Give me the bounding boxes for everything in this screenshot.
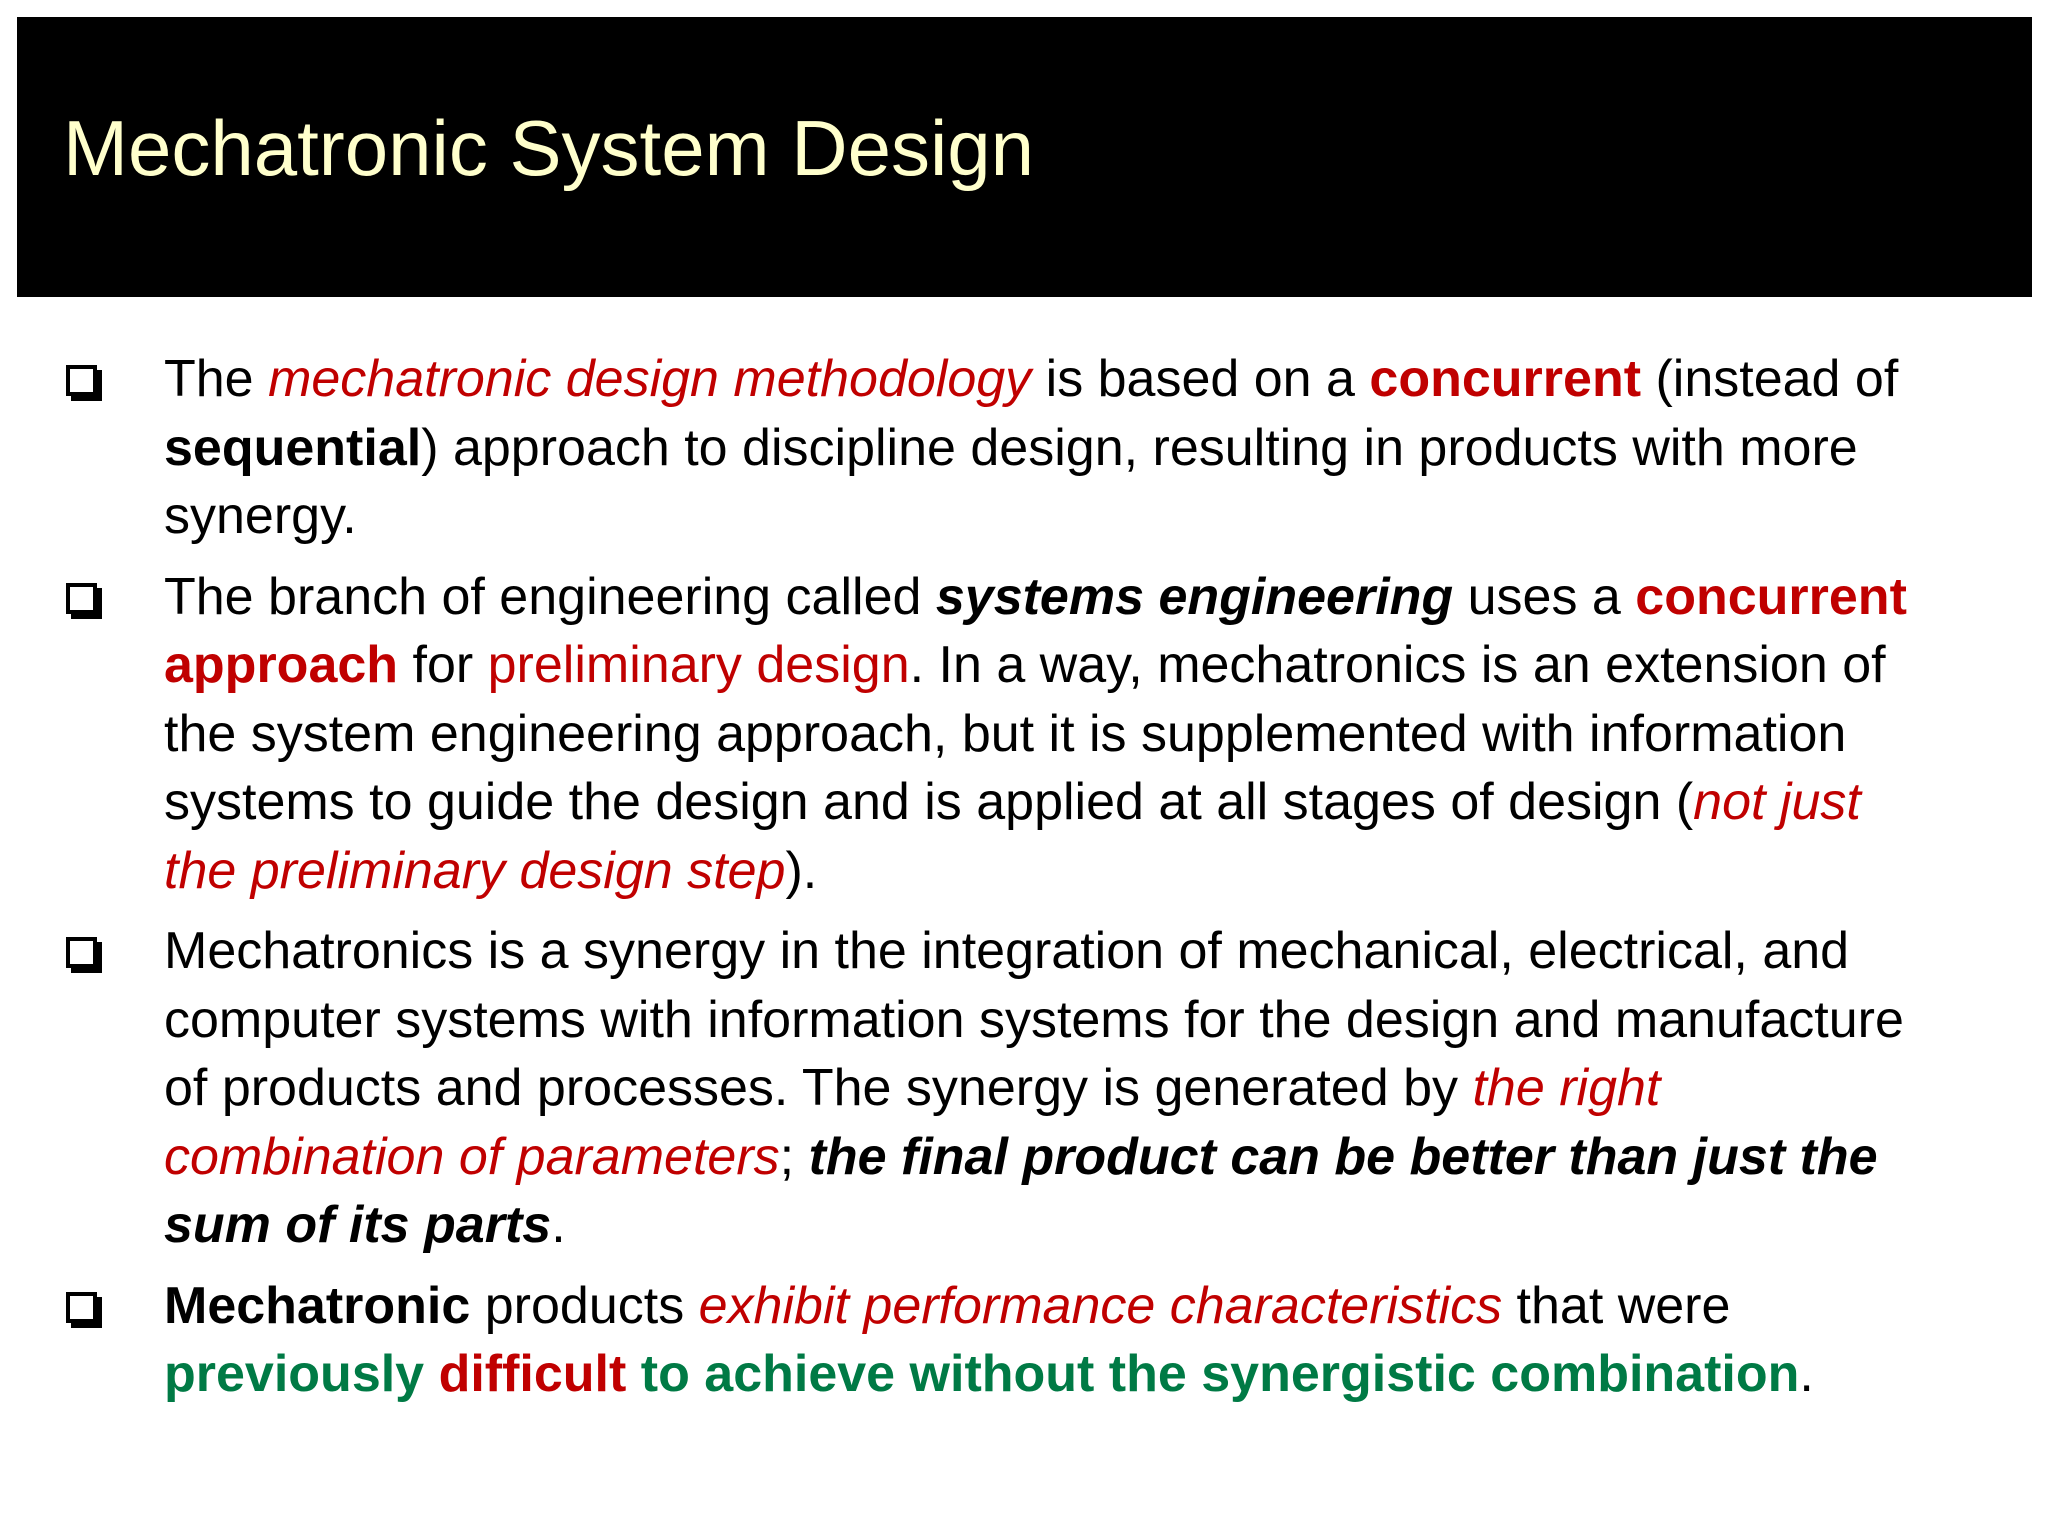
- bullet-1-emphasis-methodology: mechatronic design methodology: [268, 350, 1032, 408]
- bullet-4-emphasis-previously: previously: [164, 1345, 439, 1403]
- bullet-3-emphasis-final-product: the final product can be better than just the sum of its parts: [164, 1127, 1878, 1254]
- bullet-2-text-1: The branch of engineering called: [164, 567, 936, 626]
- bullet-2-emphasis-not-just: not just the preliminary design step: [164, 773, 1861, 900]
- checkbox-square-icon: [66, 583, 97, 614]
- bullet-3-text-1: Mechatronics is a synergy in the integration of mechanical, electrical, and computer systems with information systems for the design and manufacture of products and processes. The synergy is generated by: [164, 922, 1904, 1117]
- bullet-4-text-3: .: [1799, 1345, 1814, 1403]
- checkbox-square-icon: [66, 937, 97, 968]
- bullet-2-emphasis-concurrent-approach: concurrent approach: [164, 567, 1907, 694]
- bullet-2-emphasis-preliminary-design: preliminary design: [487, 636, 910, 694]
- title-bar: [17, 17, 2032, 297]
- bullet-3-emphasis-right-combination: the right combination of parameters: [164, 1059, 1661, 1186]
- checkbox-square-icon: [66, 365, 97, 396]
- bullet-list: [60, 345, 1940, 1421]
- bullet-1-text-1: The: [164, 350, 269, 408]
- checkbox-square-icon: [66, 1292, 97, 1323]
- bullet-2-text-4: . In a way, mechatronics is an extension of the system engineering approach, but it is supplemented with information systems to guide the design and is applied at all stages of design (: [164, 636, 1886, 831]
- bullet-1-text-3: (instead of: [1641, 350, 1899, 408]
- bullet-4-emphasis-mechatronic: Mechatronic: [164, 1276, 471, 1335]
- bullet-4-emphasis-performance: exhibit performance characteristics: [698, 1276, 1503, 1335]
- bullet-4-text-2: that were: [1502, 1276, 1731, 1335]
- bullet-3-text-3: .: [551, 1196, 566, 1254]
- bullet-2-text-5: ).: [785, 841, 818, 900]
- bullet-3-text-2: ;: [779, 1127, 809, 1186]
- bullet-1-emphasis-concurrent: concurrent: [1369, 350, 1642, 408]
- bullet-4-emphasis-difficult: difficult: [438, 1345, 627, 1403]
- bullet-2-text-3: for: [398, 636, 488, 694]
- bullet-4-text-1: products: [470, 1276, 699, 1335]
- bullet-1-text-4: ) approach to discipline design, resulting in products with more synergy.: [164, 418, 1858, 545]
- bullet-1-emphasis-sequential: sequential: [164, 418, 422, 477]
- slide-title: Mechatronic System Design: [63, 104, 1035, 192]
- bullet-2-text-2: uses a: [1453, 567, 1636, 626]
- bullet-item-3: [60, 917, 1940, 1260]
- bullet-item-1: [60, 345, 1940, 551]
- bullet-item-2: [60, 563, 1940, 906]
- bullet-item-4: [60, 1272, 1940, 1409]
- bullet-1-text-2: is based on a: [1031, 350, 1370, 408]
- bullet-2-emphasis-systems-engineering: systems engineering: [935, 567, 1454, 626]
- bullet-4-emphasis-synergistic: to achieve without the synergistic combination: [626, 1345, 1800, 1403]
